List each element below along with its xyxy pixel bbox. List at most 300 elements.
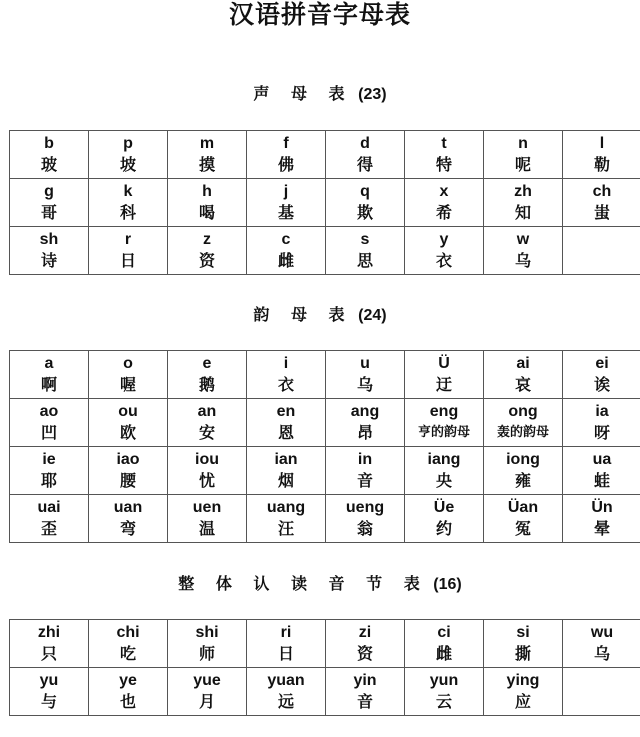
hanzi-example: 翁 bbox=[356, 519, 373, 538]
hanzi-example: 衣 bbox=[435, 251, 452, 270]
cell-content bbox=[484, 399, 562, 446]
cell-content bbox=[326, 351, 404, 398]
table-cell bbox=[326, 399, 405, 447]
table-cell bbox=[89, 399, 168, 447]
pinyin-label: yue bbox=[193, 672, 221, 689]
cell-content bbox=[563, 179, 640, 226]
cell-content bbox=[484, 179, 562, 226]
hanzi-example: 轰的韵母 bbox=[496, 425, 549, 440]
pinyin-label: ian bbox=[274, 451, 298, 468]
hanzi-example: 哥 bbox=[40, 203, 57, 222]
pinyin-label: wu bbox=[590, 624, 614, 641]
hanzi-example: 冤 bbox=[514, 519, 531, 538]
pinyin-label: Ün bbox=[591, 499, 613, 516]
table-cell bbox=[89, 179, 168, 227]
cell-content bbox=[10, 495, 88, 542]
pinyin-label: ang bbox=[350, 403, 380, 420]
pinyin-label: a bbox=[44, 355, 54, 372]
pinyin-label: yun bbox=[429, 672, 459, 689]
table-cell bbox=[405, 179, 484, 227]
cell-content bbox=[10, 668, 88, 715]
pinyin-label: k bbox=[123, 183, 133, 200]
hanzi-example: 蚩 bbox=[593, 203, 610, 222]
table-cell bbox=[10, 495, 89, 543]
hanzi-example: 雌 bbox=[435, 644, 452, 663]
cell-content bbox=[89, 447, 167, 494]
table-cell bbox=[168, 495, 247, 543]
table-row bbox=[10, 399, 640, 447]
cell-content bbox=[484, 620, 562, 667]
pinyin-label: j bbox=[283, 183, 289, 200]
hanzi-example: 鹅 bbox=[198, 375, 215, 394]
cell-content bbox=[247, 131, 325, 178]
cell-content bbox=[563, 351, 640, 398]
table-cell bbox=[247, 668, 326, 716]
hanzi-example: 诶 bbox=[593, 375, 610, 394]
table-cell bbox=[484, 668, 563, 716]
hanzi-example: 佛 bbox=[277, 155, 294, 174]
pinyin-label: e bbox=[202, 355, 212, 372]
hanzi-example: 远 bbox=[277, 692, 294, 711]
hanzi-example: 资 bbox=[356, 644, 373, 663]
hanzi-example: 得 bbox=[356, 155, 373, 174]
pinyin-label: ia bbox=[595, 403, 609, 420]
cell-content bbox=[10, 131, 88, 178]
pinyin-label: iao bbox=[116, 451, 140, 468]
pinyin-label: u bbox=[360, 355, 370, 372]
cell-content bbox=[247, 495, 325, 542]
pinyin-label: ci bbox=[437, 624, 451, 641]
pinyin-label: c bbox=[281, 231, 291, 248]
cell-content bbox=[484, 495, 562, 542]
hanzi-example: 哀 bbox=[514, 375, 531, 394]
hanzi-example: 云 bbox=[435, 692, 452, 711]
table-cell bbox=[563, 668, 640, 716]
hanzi-example: 欧 bbox=[119, 423, 136, 442]
hanzi-example: 知 bbox=[514, 203, 531, 222]
cell-content bbox=[10, 227, 88, 274]
table-cell bbox=[326, 131, 405, 179]
table-row bbox=[10, 351, 640, 399]
table-cell bbox=[168, 668, 247, 716]
table-cell bbox=[247, 447, 326, 495]
whole-syllables-heading bbox=[0, 574, 640, 595]
table-cell bbox=[247, 399, 326, 447]
pinyin-label: ri bbox=[280, 624, 292, 641]
pinyin-label: y bbox=[439, 231, 449, 248]
cell-content bbox=[405, 351, 483, 398]
cell-content bbox=[168, 179, 246, 226]
pinyin-label: ye bbox=[119, 672, 137, 689]
pinyin-label: ie bbox=[42, 451, 56, 468]
pinyin-label: ou bbox=[118, 403, 138, 420]
table-cell bbox=[326, 668, 405, 716]
hanzi-example: 吃 bbox=[119, 644, 136, 663]
table-cell bbox=[405, 495, 484, 543]
cell-content bbox=[168, 495, 246, 542]
hanzi-example: 基 bbox=[277, 203, 294, 222]
cell-content bbox=[563, 620, 640, 667]
pinyin-label: yuan bbox=[267, 672, 305, 689]
cell-content bbox=[326, 227, 404, 274]
finals-table-body bbox=[10, 351, 640, 543]
hanzi-example: 应 bbox=[514, 692, 531, 711]
pinyin-label: shi bbox=[195, 624, 219, 641]
cell-content bbox=[563, 227, 640, 274]
cell-content bbox=[326, 447, 404, 494]
cell-content bbox=[405, 179, 483, 226]
hanzi-example: 摸 bbox=[198, 155, 215, 174]
hanzi-example: 乌 bbox=[593, 644, 610, 663]
hanzi-example: 乌 bbox=[356, 375, 373, 394]
hanzi-example: 资 bbox=[198, 251, 215, 270]
table-cell bbox=[326, 620, 405, 668]
pinyin-label: si bbox=[516, 624, 530, 641]
hanzi-example: 晕 bbox=[593, 519, 610, 538]
hanzi-example: 烟 bbox=[277, 471, 294, 490]
cell-content bbox=[168, 131, 246, 178]
cell-content bbox=[89, 399, 167, 446]
pinyin-label: ch bbox=[592, 183, 612, 200]
cell-content bbox=[563, 447, 640, 494]
hanzi-example: 腰 bbox=[119, 471, 136, 490]
hanzi-example: 歪 bbox=[40, 519, 57, 538]
pinyin-label: in bbox=[357, 451, 373, 468]
hanzi-example: 衣 bbox=[277, 375, 294, 394]
cell-content bbox=[484, 131, 562, 178]
cell-content bbox=[405, 620, 483, 667]
initials-heading-text: 声 母 表 bbox=[253, 84, 353, 103]
hanzi-example: 昂 bbox=[356, 423, 373, 442]
hanzi-example: 弯 bbox=[119, 519, 136, 538]
hanzi-example: 喝 bbox=[198, 203, 215, 222]
cell-content bbox=[168, 351, 246, 398]
hanzi-example: 欺 bbox=[356, 203, 373, 222]
pinyin-label: g bbox=[44, 183, 54, 200]
cell-content bbox=[563, 399, 640, 446]
table-cell bbox=[89, 495, 168, 543]
table-cell bbox=[89, 131, 168, 179]
table-cell bbox=[10, 620, 89, 668]
cell-content bbox=[89, 668, 167, 715]
hanzi-example: 音 bbox=[356, 471, 373, 490]
table-cell bbox=[247, 620, 326, 668]
cell-content bbox=[247, 447, 325, 494]
hanzi-example: 希 bbox=[435, 203, 452, 222]
pinyin-label: ying bbox=[506, 672, 540, 689]
hanzi-example: 雍 bbox=[514, 471, 531, 490]
pinyin-label: en bbox=[276, 403, 296, 420]
whole-syllables-count: (16) bbox=[433, 576, 462, 593]
cell-content bbox=[326, 399, 404, 446]
cell-content bbox=[247, 620, 325, 667]
hanzi-example: 恩 bbox=[277, 423, 294, 442]
cell-content bbox=[10, 179, 88, 226]
pinyin-label: chi bbox=[116, 624, 140, 641]
table-cell bbox=[563, 131, 640, 179]
pinyin-label: uai bbox=[37, 499, 61, 516]
cell-content bbox=[326, 668, 404, 715]
table-cell bbox=[563, 227, 640, 275]
cell-content bbox=[10, 620, 88, 667]
pinyin-label: ai bbox=[516, 355, 530, 372]
table-cell bbox=[326, 351, 405, 399]
table-row bbox=[10, 620, 640, 668]
initials-table-body bbox=[10, 131, 640, 275]
finals-table bbox=[9, 350, 640, 543]
table-cell bbox=[563, 620, 640, 668]
cell-content bbox=[405, 447, 483, 494]
cell-content bbox=[168, 668, 246, 715]
table-cell bbox=[247, 495, 326, 543]
pinyin-label: zi bbox=[358, 624, 372, 641]
cell-content bbox=[168, 447, 246, 494]
table-cell bbox=[405, 620, 484, 668]
table-cell bbox=[89, 227, 168, 275]
pinyin-label: sh bbox=[39, 231, 59, 248]
cell-content bbox=[326, 179, 404, 226]
hanzi-example: 思 bbox=[356, 251, 373, 270]
hanzi-example: 月 bbox=[198, 692, 215, 711]
hanzi-example: 呢 bbox=[514, 155, 531, 174]
page-title: 汉语拼音字母表 bbox=[228, 0, 411, 29]
pinyin-label: ong bbox=[508, 403, 538, 420]
pinyin-label: uen bbox=[192, 499, 222, 516]
table-cell bbox=[168, 399, 247, 447]
table-cell bbox=[326, 179, 405, 227]
table-cell bbox=[326, 495, 405, 543]
cell-content bbox=[10, 399, 88, 446]
table-row bbox=[10, 495, 640, 543]
hanzi-example: 喔 bbox=[119, 375, 136, 394]
table-cell bbox=[10, 179, 89, 227]
table-cell bbox=[89, 668, 168, 716]
pinyin-label: i bbox=[283, 355, 289, 372]
table-cell bbox=[10, 131, 89, 179]
table-cell bbox=[168, 447, 247, 495]
hanzi-example: 呀 bbox=[593, 423, 610, 442]
table-cell bbox=[168, 179, 247, 227]
pinyin-label: ei bbox=[595, 355, 609, 372]
pinyin-label: w bbox=[516, 231, 530, 248]
hanzi-example: 诗 bbox=[40, 251, 57, 270]
pinyin-label: uan bbox=[113, 499, 143, 516]
hanzi-example: 蛙 bbox=[593, 471, 610, 490]
hanzi-example: 与 bbox=[40, 692, 57, 711]
table-row bbox=[10, 227, 640, 275]
table-cell bbox=[484, 620, 563, 668]
pinyin-label: an bbox=[197, 403, 217, 420]
pinyin-label: p bbox=[123, 135, 133, 152]
cell-content bbox=[168, 227, 246, 274]
table-cell bbox=[247, 179, 326, 227]
table-cell bbox=[89, 351, 168, 399]
cell-content bbox=[89, 227, 167, 274]
whole-syllables-heading-text: 整 体 认 读 音 节 表 bbox=[178, 574, 428, 593]
cell-content bbox=[89, 620, 167, 667]
pinyin-label: z bbox=[203, 231, 211, 248]
finals-heading-text: 韵 母 表 bbox=[253, 305, 353, 324]
pinyin-label: zhi bbox=[37, 624, 61, 641]
table-cell bbox=[326, 227, 405, 275]
cell-content bbox=[168, 620, 246, 667]
pinyin-label: f bbox=[283, 135, 289, 152]
pinyin-label: d bbox=[360, 135, 370, 152]
cell-content bbox=[326, 495, 404, 542]
hanzi-example: 凹 bbox=[40, 423, 57, 442]
hanzi-example: 师 bbox=[198, 644, 215, 663]
table-cell bbox=[563, 447, 640, 495]
finals-count: (24) bbox=[358, 307, 387, 324]
cell-content bbox=[326, 620, 404, 667]
table-cell bbox=[563, 351, 640, 399]
table-cell bbox=[405, 447, 484, 495]
hanzi-example: 安 bbox=[198, 423, 215, 442]
hanzi-example: 亨的韵母 bbox=[417, 425, 470, 440]
pinyin-label: iou bbox=[195, 451, 219, 468]
cell-content bbox=[89, 131, 167, 178]
initials-count: (23) bbox=[358, 86, 387, 103]
hanzi-example: 撕 bbox=[514, 644, 531, 663]
cell-content bbox=[326, 131, 404, 178]
pinyin-label: x bbox=[439, 183, 449, 200]
table-cell bbox=[405, 399, 484, 447]
table-cell bbox=[10, 399, 89, 447]
table-cell bbox=[405, 227, 484, 275]
table-cell bbox=[168, 620, 247, 668]
cell-content bbox=[247, 227, 325, 274]
pinyin-label: eng bbox=[429, 403, 459, 420]
hanzi-example: 忧 bbox=[198, 471, 215, 490]
hanzi-example: 乌 bbox=[514, 251, 531, 270]
table-cell bbox=[247, 227, 326, 275]
table-cell bbox=[10, 447, 89, 495]
cell-content bbox=[247, 399, 325, 446]
cell-content bbox=[563, 668, 640, 715]
table-cell bbox=[405, 351, 484, 399]
cell-content bbox=[247, 351, 325, 398]
cell-content bbox=[405, 131, 483, 178]
cell-content bbox=[89, 179, 167, 226]
table-cell bbox=[168, 351, 247, 399]
pinyin-label: h bbox=[202, 183, 212, 200]
pinyin-label: b bbox=[44, 135, 54, 152]
pinyin-label: ua bbox=[592, 451, 612, 468]
pinyin-label: r bbox=[124, 231, 132, 248]
pinyin-label: Ü bbox=[438, 355, 450, 372]
hanzi-example: 也 bbox=[119, 692, 136, 711]
initials-table bbox=[9, 130, 640, 275]
hanzi-example: 日 bbox=[277, 644, 294, 663]
table-cell bbox=[484, 351, 563, 399]
cell-content bbox=[168, 399, 246, 446]
hanzi-example: 玻 bbox=[40, 155, 57, 174]
hanzi-example: 只 bbox=[40, 644, 57, 663]
whole-syllables-table-body bbox=[10, 620, 640, 716]
initials-heading bbox=[0, 84, 640, 105]
pinyin-label: m bbox=[199, 135, 215, 152]
table-cell bbox=[563, 495, 640, 543]
pinyin-label: yu bbox=[39, 672, 59, 689]
finals-heading bbox=[0, 305, 640, 326]
table-row bbox=[10, 447, 640, 495]
cell-content bbox=[247, 179, 325, 226]
pinyin-label: s bbox=[360, 231, 370, 248]
table-cell bbox=[89, 447, 168, 495]
pinyin-label: uang bbox=[266, 499, 306, 516]
hanzi-example: 迂 bbox=[435, 375, 452, 394]
pinyin-label: Üe bbox=[433, 499, 455, 516]
hanzi-example: 耶 bbox=[40, 471, 57, 490]
hanzi-example: 科 bbox=[119, 203, 136, 222]
table-cell bbox=[405, 668, 484, 716]
cell-content bbox=[484, 447, 562, 494]
pinyin-label: yin bbox=[353, 672, 377, 689]
cell-content bbox=[405, 495, 483, 542]
table-cell bbox=[326, 447, 405, 495]
table-cell bbox=[484, 447, 563, 495]
cell-content bbox=[10, 351, 88, 398]
cell-content bbox=[484, 227, 562, 274]
cell-content bbox=[405, 668, 483, 715]
pinyin-label: l bbox=[599, 135, 605, 152]
pinyin-label: t bbox=[441, 135, 447, 152]
cell-content bbox=[89, 495, 167, 542]
table-cell bbox=[10, 351, 89, 399]
table-cell bbox=[484, 179, 563, 227]
hanzi-example: 约 bbox=[435, 519, 452, 538]
hanzi-example: 雌 bbox=[277, 251, 294, 270]
cell-content bbox=[405, 399, 483, 446]
cell-content bbox=[484, 668, 562, 715]
table-cell bbox=[484, 495, 563, 543]
table-cell bbox=[484, 131, 563, 179]
cell-content bbox=[484, 351, 562, 398]
table-cell bbox=[563, 399, 640, 447]
table-cell bbox=[247, 131, 326, 179]
table-cell bbox=[168, 131, 247, 179]
table-row bbox=[10, 668, 640, 716]
table-row bbox=[10, 179, 640, 227]
cell-content bbox=[563, 495, 640, 542]
hanzi-example: 音 bbox=[356, 692, 373, 711]
table-cell bbox=[10, 668, 89, 716]
cell-content bbox=[10, 447, 88, 494]
hanzi-example: 啊 bbox=[40, 375, 57, 394]
table-cell bbox=[89, 620, 168, 668]
hanzi-example: 温 bbox=[198, 519, 215, 538]
pinyin-label: iong bbox=[506, 451, 540, 468]
hanzi-example: 特 bbox=[435, 155, 452, 174]
pinyin-label: n bbox=[518, 135, 528, 152]
pinyin-label: ao bbox=[39, 403, 59, 420]
table-cell bbox=[405, 131, 484, 179]
pinyin-label: q bbox=[360, 183, 370, 200]
pinyin-label: iang bbox=[427, 451, 461, 468]
pinyin-label: Üan bbox=[507, 499, 539, 516]
cell-content bbox=[563, 131, 640, 178]
hanzi-example: 坡 bbox=[119, 155, 136, 174]
table-cell bbox=[484, 227, 563, 275]
table-cell bbox=[168, 227, 247, 275]
table-row bbox=[10, 131, 640, 179]
hanzi-example: 日 bbox=[119, 251, 136, 270]
hanzi-example: 汪 bbox=[277, 519, 294, 538]
pinyin-label: o bbox=[123, 355, 133, 372]
cell-content bbox=[405, 227, 483, 274]
cell-content bbox=[247, 668, 325, 715]
hanzi-example: 央 bbox=[435, 471, 452, 490]
